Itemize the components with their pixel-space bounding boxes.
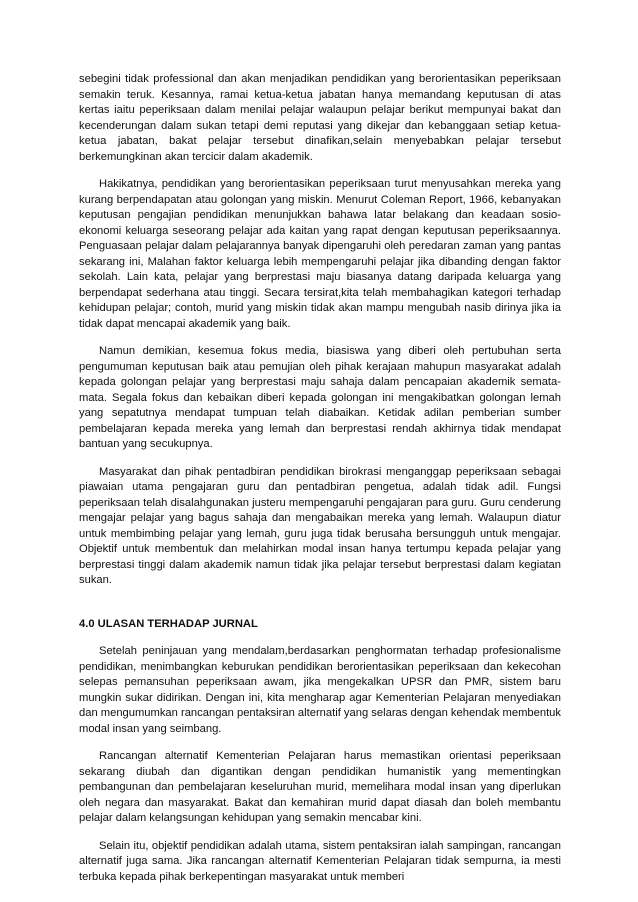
paragraph-3: Namun demikian, kesemua fokus media, biasiswa yang diberi oleh pertubuhan serta pengumuman keputusan baik atau pemujian oleh pihak kerajaan mahupun masyarakat adalah kepada golongan pelajar yang berprestasi maju sahaja dalam pencapaian akademik semata-mata. Segala fokus dan kebaikan diberi kepada golongan ini mengakibatkan golongan lemah yang sepatutnya mendapat tumpuan telah diabaikan. Ketidak adilan pemberian sumber pembelajaran kepada mereka yang lemah dan berprestasi rendah akhirnya tidak mendapat bantuan yang secukupnya. (79, 345, 561, 450)
paragraph-1: sebegini tidak professional dan akan menjadikan pendidikan yang berorientasikan peperiksaan semakin teruk. Kesannya, ramai ketua-ketua jabatan hanya memandang keputusan di atas kertas iaitu peperiksaan dalam menilai pelajar walaupun pelajar berikut mempunyai bakat dan kecenderungan dalam sukan tetapi demi reputasi yang dikejar dan kebanggaan setiap ketua-ketua jabatan, bakat pelajar tersebut dinafikan,selain menyebabkan pelajar tersebut berkemungkinan akan tercicir dalam akademik. (79, 73, 561, 163)
paragraph-7: Selain itu, objektif pendidikan adalah utama, sistem pentaksiran ialah sampingan, rancangan alternatif juga sama. Jika rancangan alternatif Kementerian Pelajaran tidak sempurna, ia mesti terbuka kepada pihak berkepentingan masyarakat untuk memberi (79, 839, 561, 883)
paragraph-5: Setelah peninjauan yang mendalam,berdasarkan penghormatan terhadap profesionalisme pendidikan, menimbangkan keburukan pendidikan berorientasikan peperiksaan dan kekecohan selepas pemansuhan peperiksaan awam, jika mengekalkan UPSR dan PMR, sistem baru mungkin sukar didirikan. Dengan ini, kita mengharap agar Kementerian Pelajaran menyediakan dan mengumumkan rancangan pentaksiran alternatif yang selaras dengan kehendak membentuk modal insan yang seimbang. (79, 645, 561, 735)
section-heading: 4.0 ULASAN TERHADAP JURNAL (79, 617, 258, 630)
document-page (79, 72, 561, 897)
paragraph-2: Hakikatnya, pendidikan yang berorientasikan peperiksaan turut menyusahkan mereka yang kurang berpendapatan atau golongan yang miskin. Menurut Coleman Report, 1966, kebanyakan keputusan pengajian pendidikan menunjukkan bahawa latar belakang dan keadaan sosio-ekonomi keluarga seseorang pelajar ada kaitan yang rapat dengan keputusan peperiksaannya. Penguasaan pelajar dalam pelajarannya banyak dipengaruhi oleh peredaran zaman yang pantas sekarang ini, Malahan faktor keluarga lebih mempengaruhi pelajar jika dibanding dengan faktor sekolah. Lain kata, pelajar yang berprestasi maju biasanya datang daripada keluarga yang berpendapat sederhana atau tinggi. Secara tersirat,kita telah membahagikan kategori terhadap kehidupan pelajar; contoh, murid yang miskin tidak akan mampu mengubah nasib dirinya jika ia tidak dapat mencapai akademik yang baik. (79, 178, 561, 330)
paragraph-6: Rancangan alternatif Kementerian Pelajaran harus memastikan orientasi peperiksaan sekarang diubah dan digantikan dengan pendidikan humanistik yang mementingkan pembangunan dan pembelajaran keseluruhan murid, memelihara modal insan yang diperlukan oleh negara dan masyarakat. Bakat dan kemahiran murid dapat diasah dan boleh membantu pelajar dalam kelangsungan kehidupan yang semakin mencabar kini. (79, 750, 561, 824)
paragraph-4: Masyarakat dan pihak pentadbiran pendidikan birokrasi menganggap peperiksaan sebagai piawaian utama pengajaran guru dan pentadbiran pengetua, adalah tidak adil. Fungsi peperiksaan telah disalahgunakan justeru mempengaruhi pengajaran para guru. Guru cenderung mengajar pelajar yang bagus sahaja dan mengabaikan mereka yang lemah. Walaupun diatur untuk membimbing pelajar yang lemah, guru juga tidak berusaha bersungguh untuk mengajar. Objektif untuk membentuk dan melahirkan modal insan hanya tertumpu kepada pelajar yang berprestasi tinggi dalam akademik namun tidak jika pelajar tersebut berprestasi dalam kegiatan sukan. (79, 465, 561, 586)
